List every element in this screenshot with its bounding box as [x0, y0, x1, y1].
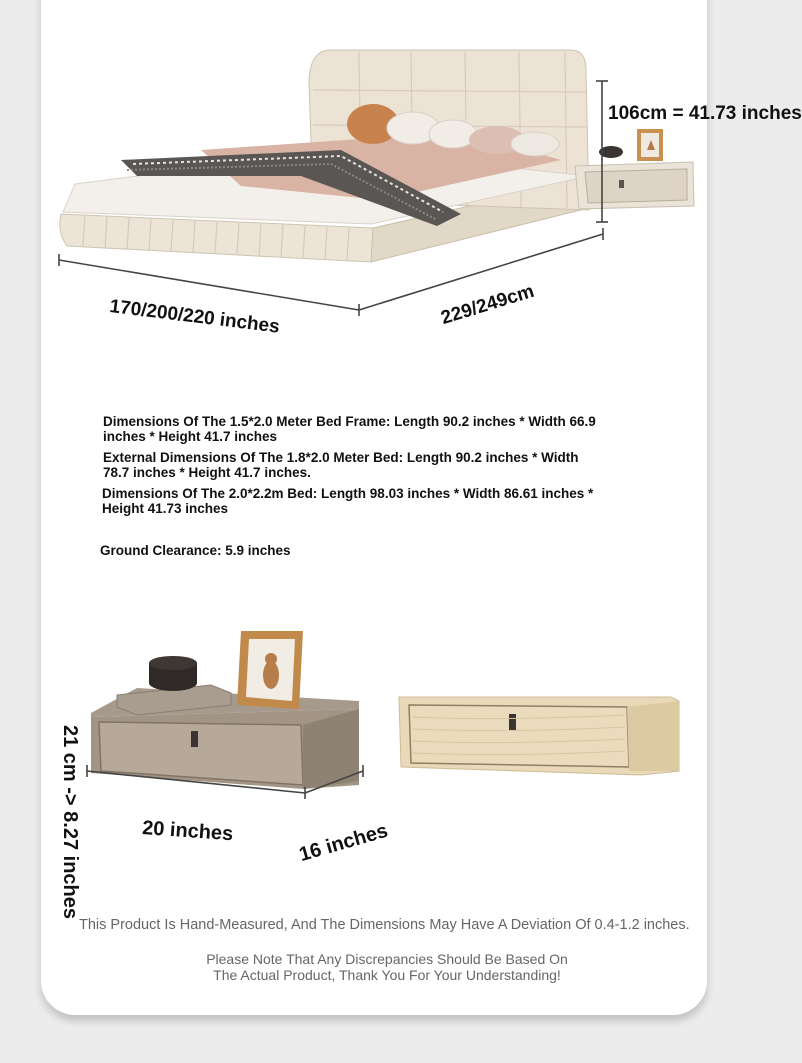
spec-bed-1-8m: External Dimensions Of The 1.8*2.0 Meter Bed: Length 90.2 inches * Width 78.7 inches * Height 41.7 inches. [103, 450, 579, 480]
spec-bed-1-5m: Dimensions Of The 1.5*2.0 Meter Bed Frame: Length 90.2 inches * Width 66.9 inches * Height 41.7 inches [103, 414, 596, 444]
nightstand-depth-label: 16 inches [296, 819, 391, 867]
bed-height-label: 106cm = 41.73 inches [608, 103, 802, 124]
bed-width-label: 170/200/220 inches [108, 296, 281, 338]
discrepancy-note-line2: The Actual Product, Thank You For Your Understanding! [213, 967, 561, 983]
spec-ground-clearance: Ground Clearance: 5.9 inches [100, 543, 291, 558]
bed-length-label: 229/249cm [438, 280, 537, 330]
deviation-note: This Product Is Hand-Measured, And The Dimensions May Have A Deviation Of 0.4-1.2 inches. [79, 917, 690, 933]
spec-bed-2-0m: Dimensions Of The 2.0*2.2m Bed: Length 98.03 inches * Width 86.61 inches * Height 41.73 inches [102, 486, 594, 516]
nightstand-width-label: 20 inches [141, 817, 234, 846]
nightstand-height-label: 21 cm -> 8.27 inches [59, 725, 81, 920]
discrepancy-note-line1: Please Note That Any Discrepancies Should Be Based On [206, 951, 568, 967]
product-card [41, 0, 802, 1015]
